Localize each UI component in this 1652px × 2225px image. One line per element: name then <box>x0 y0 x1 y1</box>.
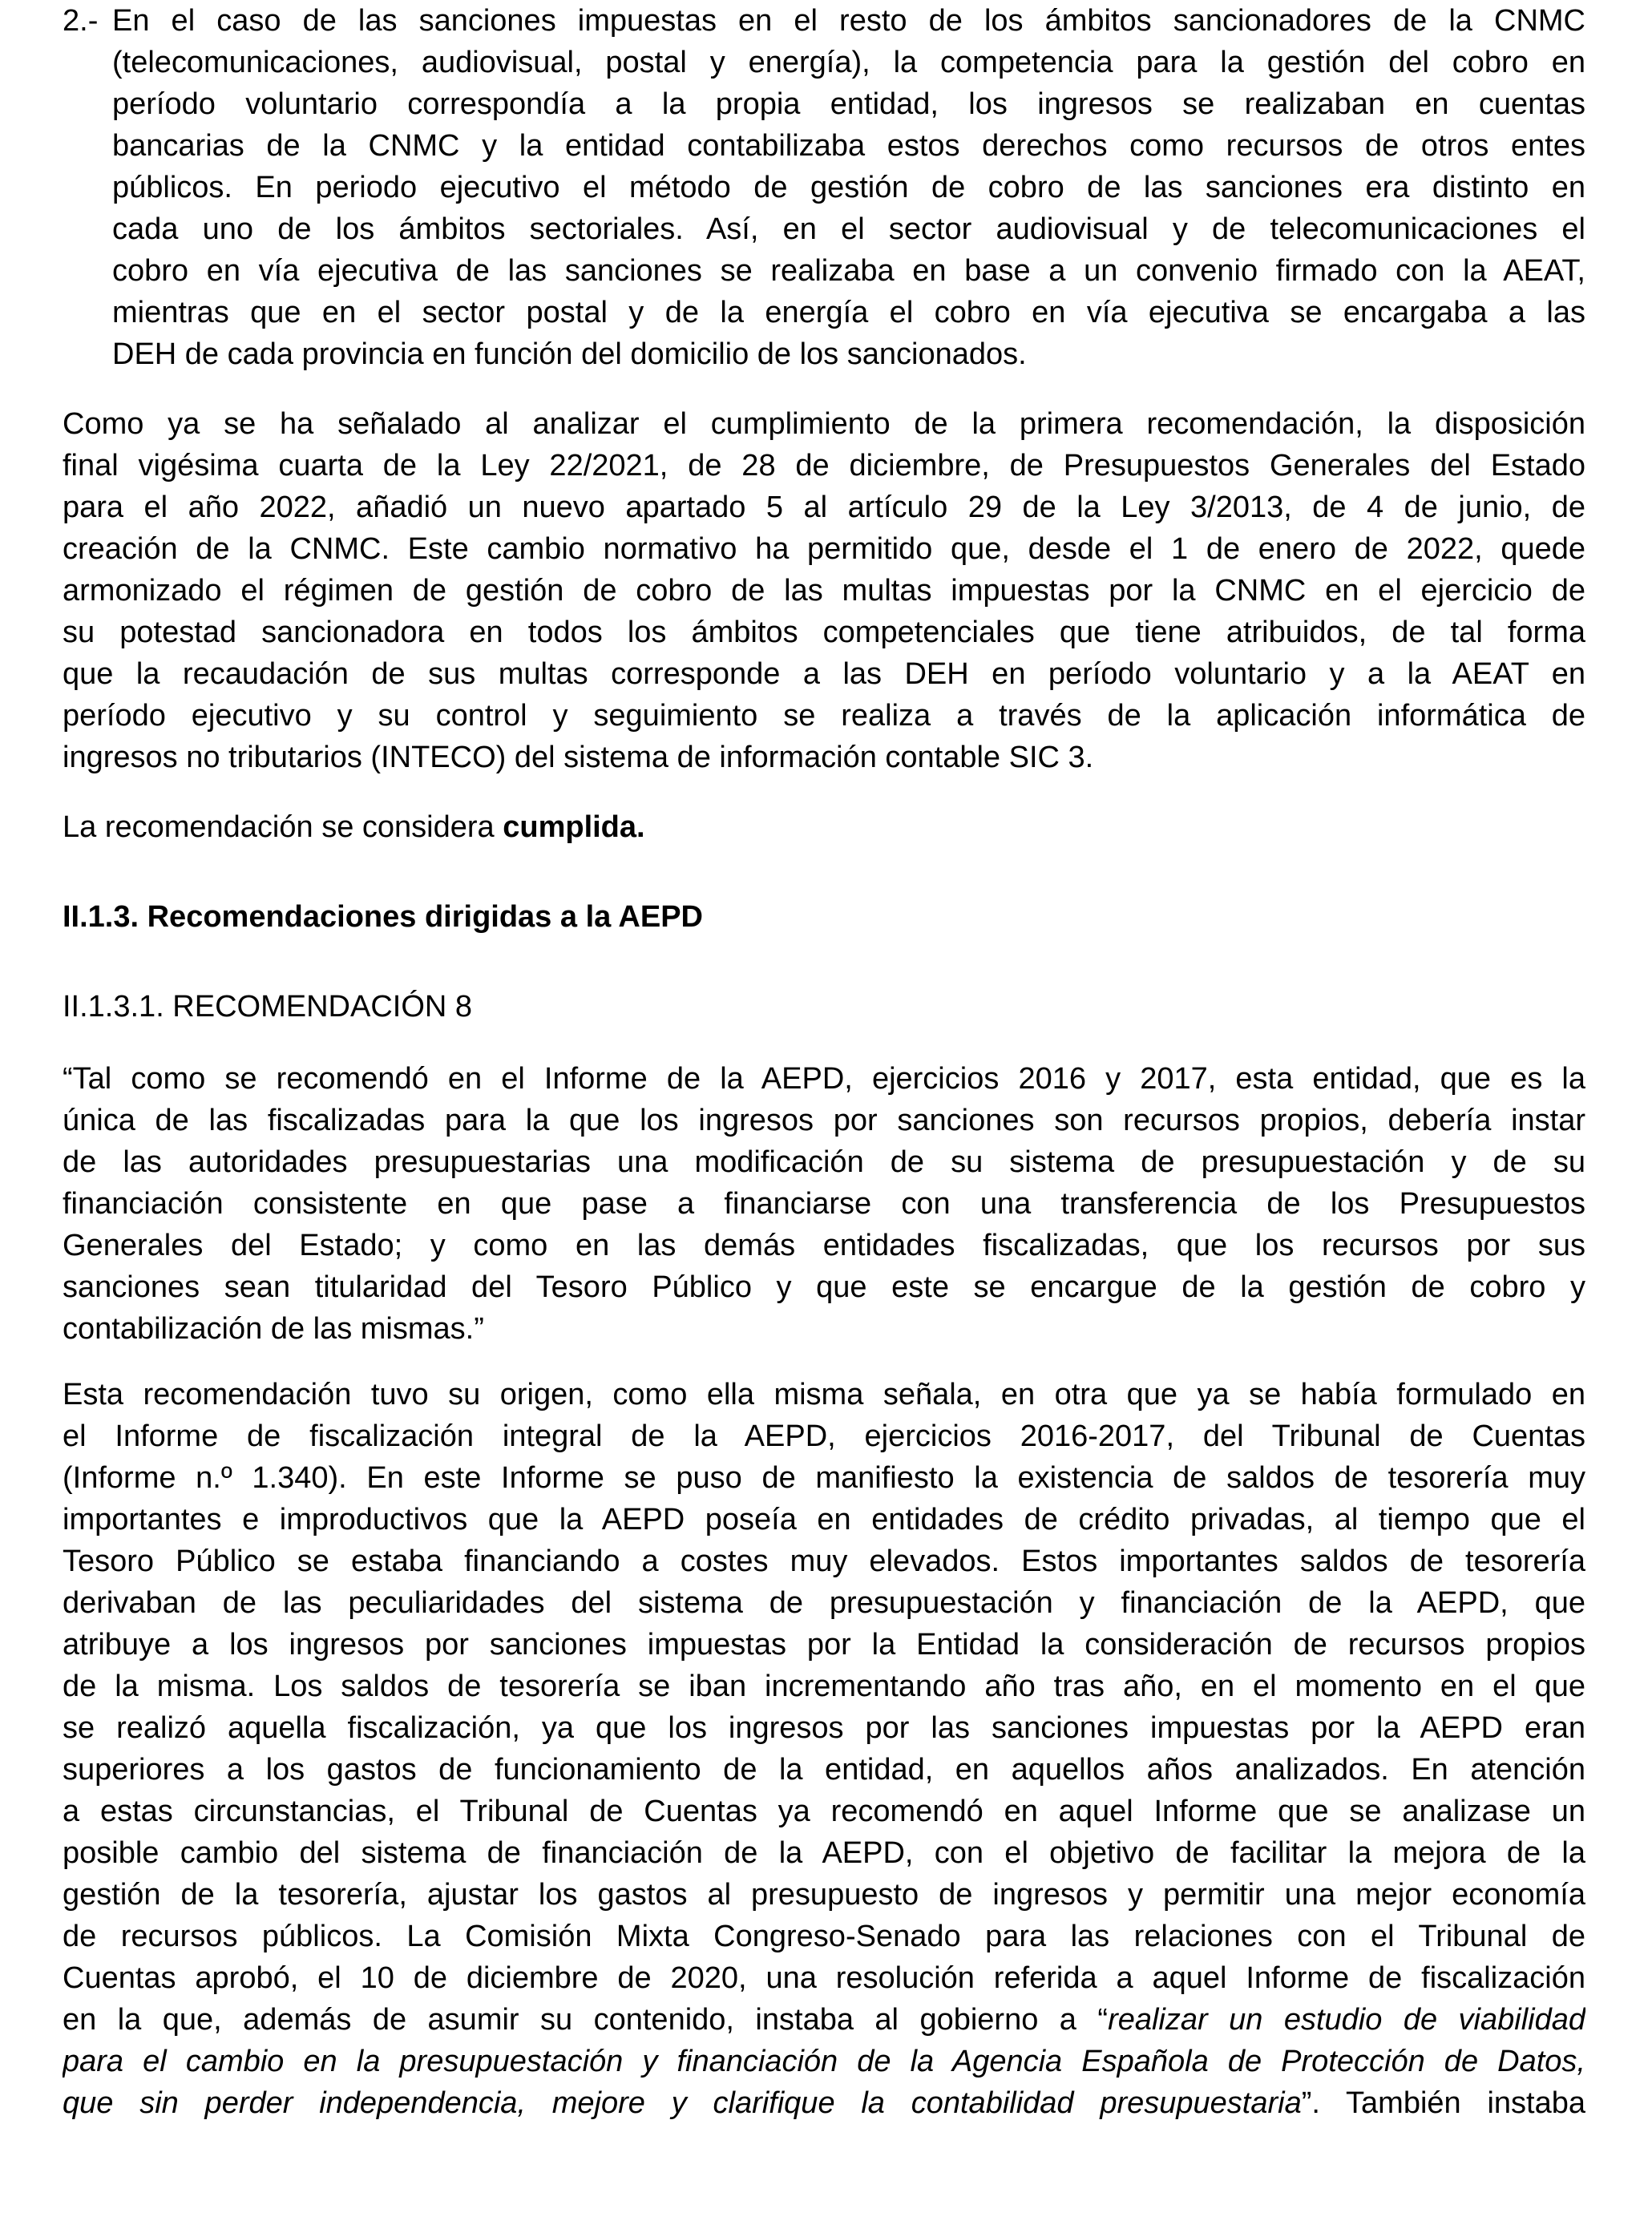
text-line: (telecomunicaciones, audiovisual, postal y energía), la competencia para la gestión del cobro en <box>112 46 1585 79</box>
numbered-list-item <box>63 0 1585 375</box>
paragraph-como <box>63 403 1585 778</box>
text-line: el Informe de fiscalización integral de la AEPD, ejercicios 2016-2017, del Tribunal de Cuentas <box>63 1419 1585 1453</box>
text-line: DEH de cada provincia en función del domicilio de los sancionados. <box>112 337 1027 371</box>
text-line: su potestad sancionadora en todos los ámbitos competenciales que tiene atribuidos, de tal forma <box>63 616 1585 649</box>
text-line: gestión de la tesorería, ajustar los gastos al presupuesto de ingresos y permitir una mejor economía <box>63 1878 1585 1912</box>
list-item-number: 2.- <box>63 4 99 38</box>
text-line: superiores a los gastos de funcionamiento de la entidad, en aquellos años analizados. En atención <box>63 1753 1585 1787</box>
text-line: final vigésima cuarta de la Ley 22/2021, de 28 de diciembre, de Presupuestos Generales del Estado <box>63 449 1585 483</box>
text-line: armonizado el régimen de gestión de cobro de las multas impuestas por la CNMC en el ejercicio de <box>63 574 1585 608</box>
text-line: período voluntario correspondía a la propia entidad, los ingresos se realizaban en cuentas <box>112 87 1585 121</box>
quote-paragraph <box>63 1058 1585 1350</box>
text-line: La recomendación se considera cumplida. <box>63 810 645 844</box>
conclusion-line <box>63 806 1585 848</box>
subsection-heading: II.1.3.1. RECOMENDACIÓN 8 <box>63 990 473 1024</box>
text-line: Tesoro Público se estaba financiando a costes muy elevados. Estos importantes saldos de tesorería <box>63 1545 1585 1578</box>
text-line: de la misma. Los saldos de tesorería se iban incrementando año tras año, en el momento en el que <box>63 1670 1585 1703</box>
text-line: se realizó aquella fiscalización, ya que los ingresos por las sanciones impuestas por la AEPD eran <box>63 1711 1585 1745</box>
text-line: cada uno de los ámbitos sectoriales. Así, en el sector audiovisual y de telecomunicaciones el <box>112 212 1585 246</box>
text-line: de las autoridades presupuestarias una modificación de su sistema de presupuestación y de su <box>63 1145 1585 1179</box>
text-line: (Informe n.º 1.340). En este Informe se puso de manifiesto la existencia de saldos de tesorería muy <box>63 1461 1585 1495</box>
text-line: que sin perder independencia, mejore y clarifique la contabilidad presupuestaria”. También instaba <box>63 2086 1585 2120</box>
list-item-text <box>112 0 1585 375</box>
text-line: Como ya se ha señalado al analizar el cumplimiento de la primera recomendación, la disposición <box>63 407 1585 441</box>
text-line: bancarias de la CNMC y la entidad contabilizaba estos derechos como recursos de otros entes <box>112 129 1585 163</box>
text-line: sanciones sean titularidad del Tesoro Público y que este se encargue de la gestión de cobro y <box>63 1270 1585 1304</box>
text-line: públicos. En periodo ejecutivo el método de gestión de cobro de las sanciones era distinto en <box>112 171 1585 204</box>
text-line: para el año 2022, añadió un nuevo apartado 5 al artículo 29 de la Ley 3/2013, de 4 de junio, de <box>63 491 1585 524</box>
text-line: creación de la CNMC. Este cambio normativo ha permitido que, desde el 1 de enero de 2022, quede <box>63 532 1585 566</box>
text-line: Cuentas aprobó, el 10 de diciembre de 2020, una resolución referida a aquel Informe de fiscalización <box>63 1961 1585 1995</box>
text-line: “Tal como se recomendó en el Informe de la AEPD, ejercicios 2016 y 2017, esta entidad, que es la <box>63 1062 1585 1096</box>
text-line: que la recaudación de sus multas corresponde a las DEH en período voluntario y a la AEAT en <box>63 657 1585 691</box>
section-heading: II.1.3. Recomendaciones dirigidas a la AEPD <box>63 900 703 934</box>
text-line: Generales del Estado; y como en las demás entidades fiscalizadas, que los recursos por sus <box>63 1229 1585 1262</box>
text-block <box>63 0 1585 2124</box>
text-line: período ejecutivo y su control y seguimiento se realiza a través de la aplicación informática de <box>63 699 1585 733</box>
text-line: posible cambio del sistema de financiación de la AEPD, con el objetivo de facilitar la mejora de la <box>63 1836 1585 1870</box>
text-line: de recursos públicos. La Comisión Mixta Congreso-Senado para las relaciones con el Tribunal de <box>63 1920 1585 1953</box>
text-line: financiación consistente en que pase a financiarse con una transferencia de los Presupuestos <box>63 1187 1585 1221</box>
text-line: contabilización de las mismas.” <box>63 1312 484 1346</box>
text-line: ingresos no tributarios (INTECO) del sistema de información contable SIC 3. <box>63 741 1094 774</box>
text-line: mientras que en el sector postal y de la energía el cobro en vía ejecutiva se encargaba a las <box>112 296 1585 329</box>
text-line: en la que, además de asumir su contenido, instaba al gobierno a “realizar un estudio de viabilidad <box>63 2003 1585 2037</box>
paragraph-origin <box>63 1374 1585 2124</box>
text-line: derivaban de las peculiaridades del sistema de presupuestación y financiación de la AEPD, que <box>63 1586 1585 1620</box>
text-line: Esta recomendación tuvo su origen, como ella misma señala, en otra que ya se había formulado en <box>63 1378 1585 1411</box>
text-line: En el caso de las sanciones impuestas en el resto de los ámbitos sancionadores de la CNMC <box>112 4 1585 38</box>
text-line: cobro en vía ejecutiva de las sanciones se realizaba en base a un convenio firmado con la AEAT, <box>112 254 1585 288</box>
text-line: a estas circunstancias, el Tribunal de Cuentas ya recomendó en aquel Informe que se analizase un <box>63 1795 1585 1828</box>
text-line: única de las fiscalizadas para la que los ingresos por sanciones son recursos propios, debería instar <box>63 1104 1585 1137</box>
text-line: atribuye a los ingresos por sanciones impuestas por la Entidad la consideración de recursos propios <box>63 1628 1585 1662</box>
text-line: para el cambio en la presupuestación y financiación de la Agencia Española de Protección de Datos, <box>63 2045 1585 2078</box>
text-line: importantes e improductivos que la AEPD poseía en entidades de crédito privadas, al tiempo que el <box>63 1503 1585 1537</box>
